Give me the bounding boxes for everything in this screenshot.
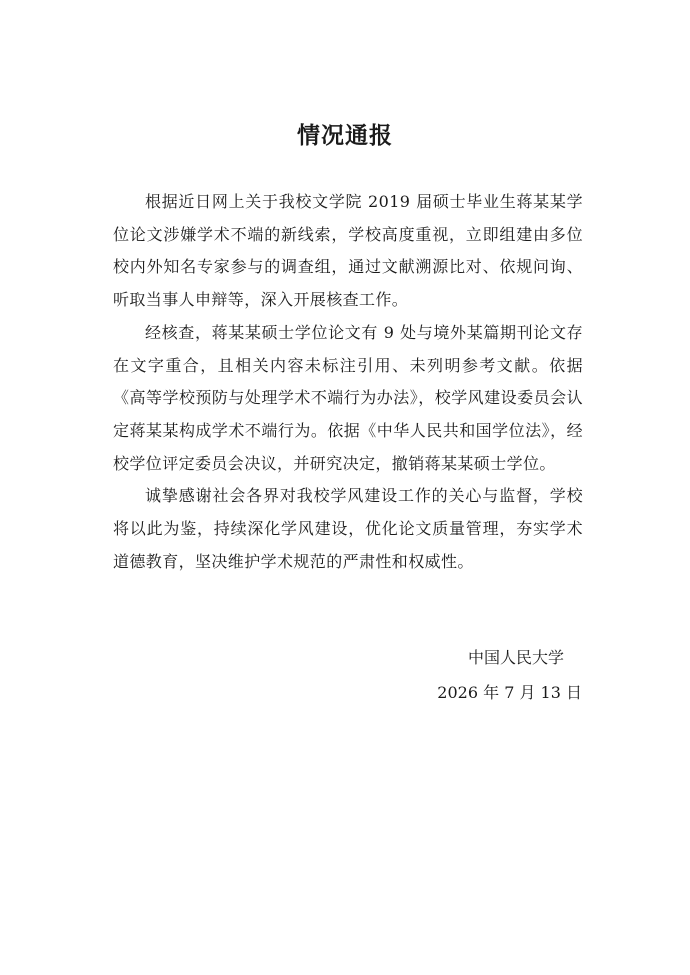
document-title: 情况通报 xyxy=(297,123,393,149)
signature-block xyxy=(437,640,582,710)
signature-date: 2026 年 7 月 13 日 xyxy=(437,683,582,702)
signature-organization: 中国人民大学 xyxy=(467,648,564,667)
paragraph-3: 诚挚感谢社会各界对我校学风建设工作的关心与监督，学校将以此为鉴，持续深化学风建设，优化论文质量管理，夯实学术道德教育，坚决维护学术规范的严肃性和权威性。 xyxy=(113,486,583,571)
paragraph-1: 根据近日网上关于我校文学院 2019 届硕士毕业生蒋某某学位论文涉嫌学术不端的新线索，学校高度重视，立即组建由多位校内外知名专家参与的调查组，通过文献溯源比对、依规问询、听取当事人申辩等，深入开展核查工作。 xyxy=(113,192,583,310)
paragraph-2: 经核查，蒋某某硕士学位论文有 9 处与境外某篇期刊论文存在文字重合，且相关内容未标注引用、未列明参考文献。依据《高等学校预防与处理学术不端行为办法》，校学风建设委员会认定蒋某某构成学术不端行为。依据《中华人民共和国学位法》，经校学位评定委员会决议，并研究决定，撤销蒋某某硕士学位。 xyxy=(113,322,583,473)
document-body xyxy=(113,186,583,578)
